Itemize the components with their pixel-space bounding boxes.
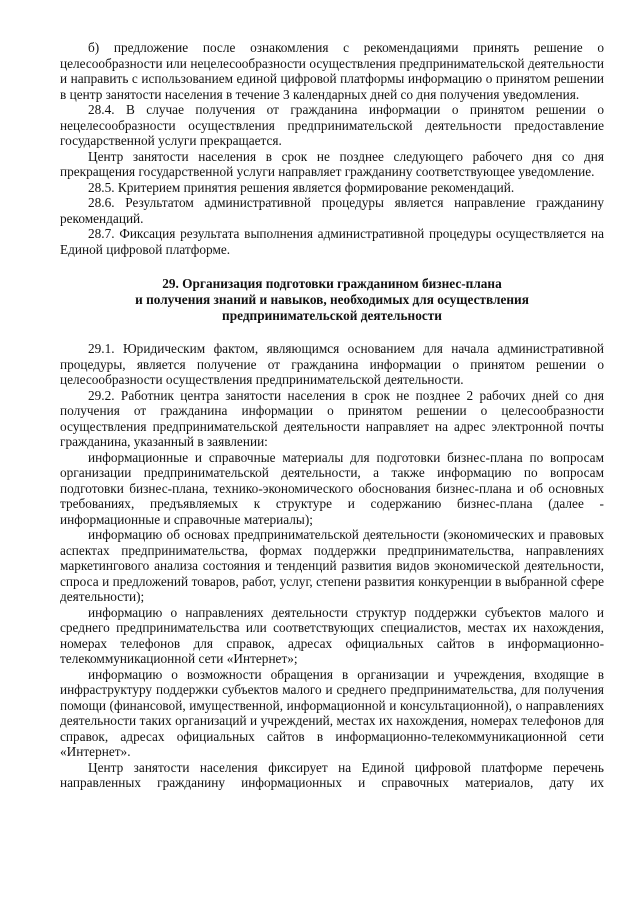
heading-line-1: 29. Организация подготовки гражданином бизнес-плана — [162, 276, 502, 291]
paragraph-29-1: 29.1. Юридическим фактом, являющимся основанием для начала административной процедуры, является получение от гражданина информации о принятом решении о целесообразности осуществления предпринимательской деятельности. — [60, 341, 604, 387]
heading-line-2: и получения знаний и навыков, необходимых для осуществления — [135, 292, 529, 307]
paragraph-28-6: 28.6. Результатом административной процедуры является направление гражданину рекомендаций. — [60, 195, 604, 226]
paragraph-28-5: 28.5. Критерием принятия решения является формирование рекомендаций. — [88, 179, 515, 195]
paragraph-b-proposal: б) предложение после ознакомления с рекомендациями принять решение о целесообразности или нецелесообразности осуществления предпринимательской деятельности и направить с использованием единой цифровой платформы информацию о принятом решении в центр занятости населения в течение 3 календарных дней со дня получения уведомления. — [60, 40, 604, 102]
section-29-heading — [60, 276, 604, 324]
paragraph-info-materials: информационные и справочные материалы для подготовки бизнес-плана по вопросам организации предпринимательской деятельности, а также информацию по вопросам подготовки бизнес-плана, технико-экономического обоснования бизнес-плана и об основных требованиях, предъявляемых к структуре и содержанию бизнес-плана (далее - информационные и справочные материалы); — [60, 449, 604, 527]
paragraph-records: Центр занятости населения фиксирует на Единой цифровой платформе перечень направленных гражданину информационных и справочных материалов, дату их — [60, 759, 604, 790]
paragraph-support-structures: информацию о направлениях деятельности структур поддержки субъектов малого и среднего предпринимательства или соответствующих специалистов, местах их нахождения, номерах телефонов для справок, адресах официальных сайтов в информационно-телекоммуникационной сети «Интернет»; — [60, 604, 604, 666]
paragraph-support-organizations: информацию о возможности обращения в организации и учреждения, входящие в инфраструктуру поддержки субъектов малого и среднего предпринимательства, для получения помощи (финансовой, имущественной, информационной и консультационной), о направлениях деятельности таких организаций и учреждений, местах их нахождения, номерах телефонов для справок, адресах официальных сайтов в информационно-телекоммуникационной сети «Интернет». — [60, 666, 604, 759]
paragraph-business-basics: информацию об основах предпринимательской деятельности (экономических и правовых аспектах предпринимательства, формах поддержки предпринимательства, направлениях маркетингового анализа состояния и тенденций развития видов экономической деятельности, спроса и предложений товаров, работ, услуг, степени развития конкуренции в выбранной сфере деятельности); — [60, 527, 604, 604]
paragraph-28-7: 28.7. Фиксация результата выполнения административной процедуры осуществляется на Единой цифровой платформе. — [60, 226, 604, 257]
heading-line-3: предпринимательской деятельности — [222, 308, 442, 323]
paragraph-notification: Центр занятости населения в срок не позднее следующего рабочего дня со дня прекращения государственной услуги направляет гражданину соответствующее уведомление. — [60, 148, 604, 179]
paragraph-28-4: 28.4. В случае получения от гражданина информации о принятом решении о нецелесообразности осуществления предпринимательской деятельности предоставление государственной услуги прекращается. — [60, 102, 604, 148]
paragraph-29-2: 29.2. Работник центра занятости населения в срок не позднее 2 рабочих дней со дня получения от гражданина информации о принятом решении о целесообразности осуществления предпринимательской деятельности направляет на адрес электронной почты гражданина, указанный в заявлении: — [60, 387, 604, 449]
